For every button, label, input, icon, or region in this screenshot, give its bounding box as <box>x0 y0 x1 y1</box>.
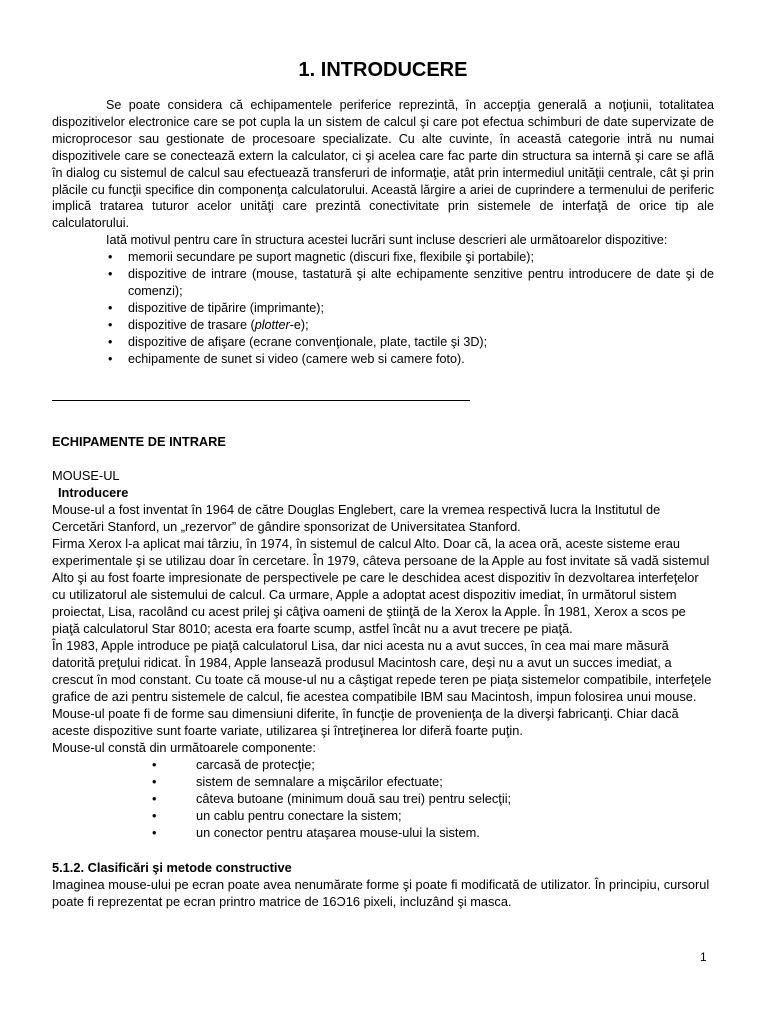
device-list <box>52 249 714 367</box>
bullet-icon: • <box>152 825 157 840</box>
bullet-icon: • <box>152 808 157 823</box>
section-heading-2: 5.1.2. Clasificări şi metode constructive <box>52 860 292 875</box>
bullet-icon: • <box>108 317 113 332</box>
list-item: • un cablu pentru conectare la sistem; <box>152 808 402 823</box>
intro-paragraph: Se poate considera că echipamentele periferice reprezintă, în accepţia generală a noţiunii, totalitatea dispozitivelor electronice care se pot cupla la un sistem de calcul şi care pot efectua schimburi de date supervizate de microprocesor sau gestionate de procesoare specializate. Cu alte cuvinte, în această categorie intră nu numai dispozitivele care se conectează extern la calculator, ci şi acelea care fac parte din structura sa internă şi care se află în dialog cu sistemul de calcul sau efectuează transferuri de informaţie, atât prin intermediul unităţii centrale, cât şi prin plăcile cu funcţii specifice din componenţa calculatorului. Această lărgire a ariei de cuprindere a termenului de periferic implică tratarea tuturor acelor unităţi care prezintă conectivitate prin sistemele de interfaţă de orice tip ale calculatorului. <box>52 98 714 231</box>
intro-heading: Introducere <box>58 485 129 500</box>
separator-line <box>52 400 470 401</box>
intro-section <box>52 97 714 368</box>
subsection-heading: MOUSE-UL <box>52 468 120 483</box>
list-item: • sistem de semnalare a mişcărilor efectuate; <box>152 774 443 789</box>
body-paragraph: Firma Xerox l-a aplicat mai târziu, în 1974, în sistemul de calcul Alto. Doar că, la acea oră, aceste sisteme erau experimentale şi se utilizau doar în cercetare. În 1979, câteva persoane de la Apple au fost invitate să vadă sistemul Alto şi au fost foarte impresionate de perspectivele pe care le deschidea acest dispozitiv în dezvoltarea interfeţelor cu utilizatorul ale sistemului de calcul. Ca urmare, Apple a adoptat acest dispozitiv imediat, în următorul sistem proiectat, Lisa, racolând cu acest prilej şi câţiva oameni de ştiinţă de la Xerox la Apple. În 1981, Xerox a scos pe piaţă calculatorul Star 8010; acesta era foarte scump, astfel încât nu a avut trecere pe piaţă. <box>52 536 710 636</box>
list-item: • câteva butoane (minimum două sau trei) pentru selecţii; <box>152 791 512 806</box>
bullet-icon: • <box>108 250 113 265</box>
bullet-icon: • <box>108 351 113 366</box>
bullet-icon: • <box>152 757 157 772</box>
components-list <box>52 756 714 841</box>
page-title: 1. INTRODUCERE <box>298 59 468 81</box>
bullet-icon: • <box>108 267 113 282</box>
section-heading: ECHIPAMENTE DE INTRARE <box>52 434 226 449</box>
list-item: • memorii secundare pe suport magnetic (discuri fixe, flexibile şi portabile); <box>108 250 534 265</box>
bullet-icon: • <box>108 300 113 315</box>
list-item: • echipamente de sunet si video (camere web si camere foto). <box>108 351 465 366</box>
body-paragraph: Mouse-ul constă din următoarele componente: <box>52 740 316 755</box>
list-item: • dispozitive de trasare (plotter-e); <box>108 317 309 332</box>
body-paragraph: În 1983, Apple introduce pe piaţă calculatorul Lisa, dar nici acesta nu a avut succes, în cea mai mare măsură datorită preţului ridicat. În 1984, Apple lansează produsul Macintosh care, deşi nu a avut un succes imediat, a crescut în mod constant. Cu toate că mouse-ul nu a câştigat repede teren pe piaţa sistemelor compatibile, interfeţele grafice de azi pentru sistemele de calcul, fie acestea compatibile IBM sau Macintosh, impun folosirea unui mouse. Mouse-ul poate fi de forme sau dimensiuni diferite, în funcţie de provenienţa de la diverşi fabricanţi. Chiar dacă aceste dispozitive sunt foarte variate, utilizarea şi întreţinerea lor diferă foarte puţin. <box>52 638 712 738</box>
list-item: • dispozitive de afişare (ecrane convenţionale, plate, tactile şi 3D); <box>108 334 488 349</box>
body-paragraph: Imaginea mouse-ului pe ecran poate avea nenumărate forme şi poate fi modificată de utilizator. În principiu, cursorul poate fi reprezentat pe ecran printro matrice de 16Ɔ16 pixeli, incluzând şi masca. <box>52 877 710 909</box>
intro-paragraph: Iată motivul pentru care în structura acestei lucrări sunt incluse descrieri ale următoarelor dispozitive: <box>106 233 668 248</box>
bullet-icon: • <box>152 774 157 789</box>
list-item: • un conector pentru ataşarea mouse-ului la sistem. <box>152 825 480 840</box>
bullet-icon: • <box>152 791 157 806</box>
bullet-icon: • <box>108 334 113 349</box>
input-devices-section <box>52 433 714 910</box>
list-item: • carcasă de protecţie; <box>152 757 315 772</box>
list-item: • dispozitive de intrare (mouse, tastatură şi alte echipamente senzitive pentru introducere de date şi de comenzi); <box>108 267 714 298</box>
body-paragraph: Mouse-ul a fost inventat în 1964 de către Douglas Englebert, care la vremea respectivă lucra la Institutul de Cercetări Stanford, un „rezervor” de gândire sponsorizat de Universitatea Stanford. <box>52 502 661 534</box>
list-item: • dispozitive de tipărire (imprimante); <box>108 300 324 315</box>
page-number: 1 <box>700 950 707 964</box>
